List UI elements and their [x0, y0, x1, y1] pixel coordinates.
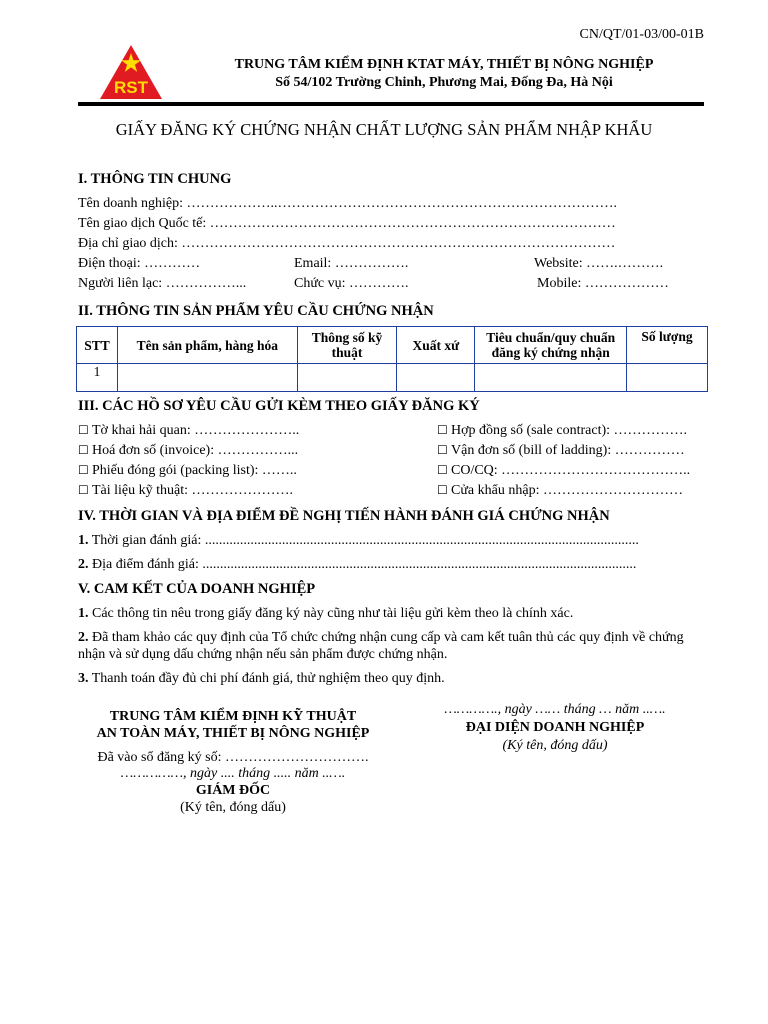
attachment-port-of-entry[interactable]: ☐ Cửa khẩu nhập: …………………………	[437, 483, 683, 498]
address-field[interactable]: Địa chỉ giao dịch: …………………………………………………………………………………	[78, 236, 616, 251]
registration-number-field[interactable]: Đã vào sổ đăng ký số: ………………………….	[97, 750, 369, 765]
table-row	[77, 364, 708, 392]
company-representative-title: ĐẠI DIỆN DOANH NGHIỆP	[465, 720, 645, 735]
evaluation-location-field[interactable]: 2. Địa điểm đánh giá: ............................................................................................................................	[78, 557, 637, 572]
product-table-header	[77, 327, 708, 364]
center-name-line-2: AN TOÀN MÁY, THIẾT BỊ NÔNG NGHIỆP	[96, 726, 370, 741]
checkbox-icon[interactable]: ☐	[437, 463, 448, 477]
cell-quantity[interactable]	[627, 364, 708, 392]
center-name-line-1: TRUNG TÂM KIỂM ĐỊNH KỸ THUẬT	[109, 709, 357, 724]
product-table	[76, 326, 708, 392]
director-sign-note: (Ký tên, đóng dấu)	[180, 800, 286, 815]
company-name-field[interactable]: Tên doanh nghiệp: ………………..……………………………………………………………….	[78, 196, 617, 211]
column-header-product-name: Tên sản phẩm, hàng hóa	[117, 327, 297, 364]
checkbox-icon[interactable]: ☐	[78, 483, 89, 497]
attachment-sale-contract[interactable]: ☐ Hợp đồng số (sale contract): …………….	[437, 423, 688, 438]
section-2-heading: II. THÔNG TIN SẢN PHẨM YÊU CẦU CHỨNG NHẬN	[78, 303, 434, 319]
phone-field[interactable]: Điện thoại: …………	[78, 256, 201, 271]
column-header-quantity: Số lượng	[627, 327, 708, 364]
commitment-3: 3. Thanh toán đầy đủ chi phí đánh giá, thử nghiệm theo quy định.	[78, 671, 445, 686]
column-header-standard: Tiêu chuẩn/quy chuẩn đăng ký chứng nhận	[475, 327, 627, 364]
attachment-packing-list[interactable]: ☐ Phiếu đóng gói (packing list): ……..	[78, 463, 297, 478]
cell-origin[interactable]	[397, 364, 475, 392]
position-field[interactable]: Chức vụ: ………….	[294, 276, 409, 291]
commitment-2: 2. Đã tham khảo các quy định của Tổ chức chứng nhận cung cấp và cam kết tuân thủ các quy định về chứng nhận và sử dụng dấu chứng nhận nếu sản phẩm được chứng nhận.	[78, 630, 684, 662]
organization-name: TRUNG TÂM KIỂM ĐỊNH KTAT MÁY, THIẾT BỊ NÔNG NGHIỆP	[234, 57, 654, 72]
header-divider	[78, 102, 704, 106]
checkbox-icon[interactable]: ☐	[437, 483, 448, 497]
form-title: GIẤY ĐĂNG KÝ CHỨNG NHẬN CHẤT LƯỢNG SẢN PHẨM NHẬP KHẨU	[115, 120, 653, 139]
section-5-heading: V. CAM KẾT CỦA DOANH NGHIỆP	[78, 581, 316, 597]
cell-specs[interactable]	[297, 364, 397, 392]
checkbox-icon[interactable]: ☐	[78, 463, 89, 477]
organization-address: Số 54/102 Trường Chinh, Phương Mai, Đống Đa, Hà Nội	[275, 75, 613, 90]
attachment-bill-of-lading[interactable]: ☐ Vận đơn số (bill of ladding): ……………	[437, 443, 685, 458]
company-sign-note: (Ký tên, đóng dấu)	[502, 738, 608, 753]
attachment-technical-docs[interactable]: ☐ Tài liệu kỹ thuật: ………………….	[78, 483, 294, 498]
rst-logo	[99, 44, 163, 100]
attachment-invoice[interactable]: ☐ Hoá đơn số (invoice): ……………...	[78, 443, 299, 458]
company-date-line[interactable]: …………., ngày …… tháng … năm ..….	[444, 702, 666, 717]
cell-product-name[interactable]	[117, 364, 297, 392]
attachment-co-cq[interactable]: ☐ CO/CQ: …………………………………..	[437, 463, 691, 478]
section-4-heading: IV. THỜI GIAN VÀ ĐỊA ĐIỂM ĐỀ NGHỊ TIẾN HÀNH ĐÁNH GIÁ CHỨNG NHẬN	[78, 508, 610, 524]
attachment-customs-declaration[interactable]: ☐ Tờ khai hải quan: …………………..	[78, 423, 300, 438]
commitment-1: 1. Các thông tin nêu trong giấy đăng ký này cũng như tài liệu gửi kèm theo là chính xác.	[78, 606, 574, 621]
website-field[interactable]: Website: …….……….	[534, 256, 664, 271]
section-3-heading: III. CÁC HỒ SƠ YÊU CẦU GỬI KÈM THEO GIẤY ĐĂNG KÝ	[78, 398, 480, 414]
evaluation-time-field[interactable]: 1. Thời gian đánh giá: ............................................................................................................................	[78, 533, 639, 548]
svg-text:RST: RST	[114, 78, 148, 97]
cell-standard[interactable]	[475, 364, 627, 392]
mobile-field[interactable]: Mobile: ………………	[537, 276, 669, 291]
cell-stt: 1	[77, 364, 118, 392]
column-header-specs: Thông số kỹ thuật	[297, 327, 397, 364]
column-header-stt: STT	[77, 327, 118, 364]
checkbox-icon[interactable]: ☐	[78, 423, 89, 437]
checkbox-icon[interactable]: ☐	[437, 443, 448, 457]
center-date-line[interactable]: ……………, ngày .... tháng ..... năm ..….	[120, 766, 346, 781]
document-code: CN/QT/01-03/00-01B	[579, 27, 704, 42]
international-name-field[interactable]: Tên giao dịch Quốc tế: ……………………………………………………………………………	[78, 216, 616, 231]
email-field[interactable]: Email: …………….	[294, 256, 409, 271]
contact-person-field[interactable]: Người liên lạc: ……………...	[78, 276, 247, 291]
section-1-heading: I. THÔNG TIN CHUNG	[78, 171, 232, 187]
director-title: GIÁM ĐỐC	[195, 783, 271, 798]
checkbox-icon[interactable]: ☐	[437, 423, 448, 437]
checkbox-icon[interactable]: ☐	[78, 443, 89, 457]
column-header-origin: Xuất xứ	[397, 327, 475, 364]
